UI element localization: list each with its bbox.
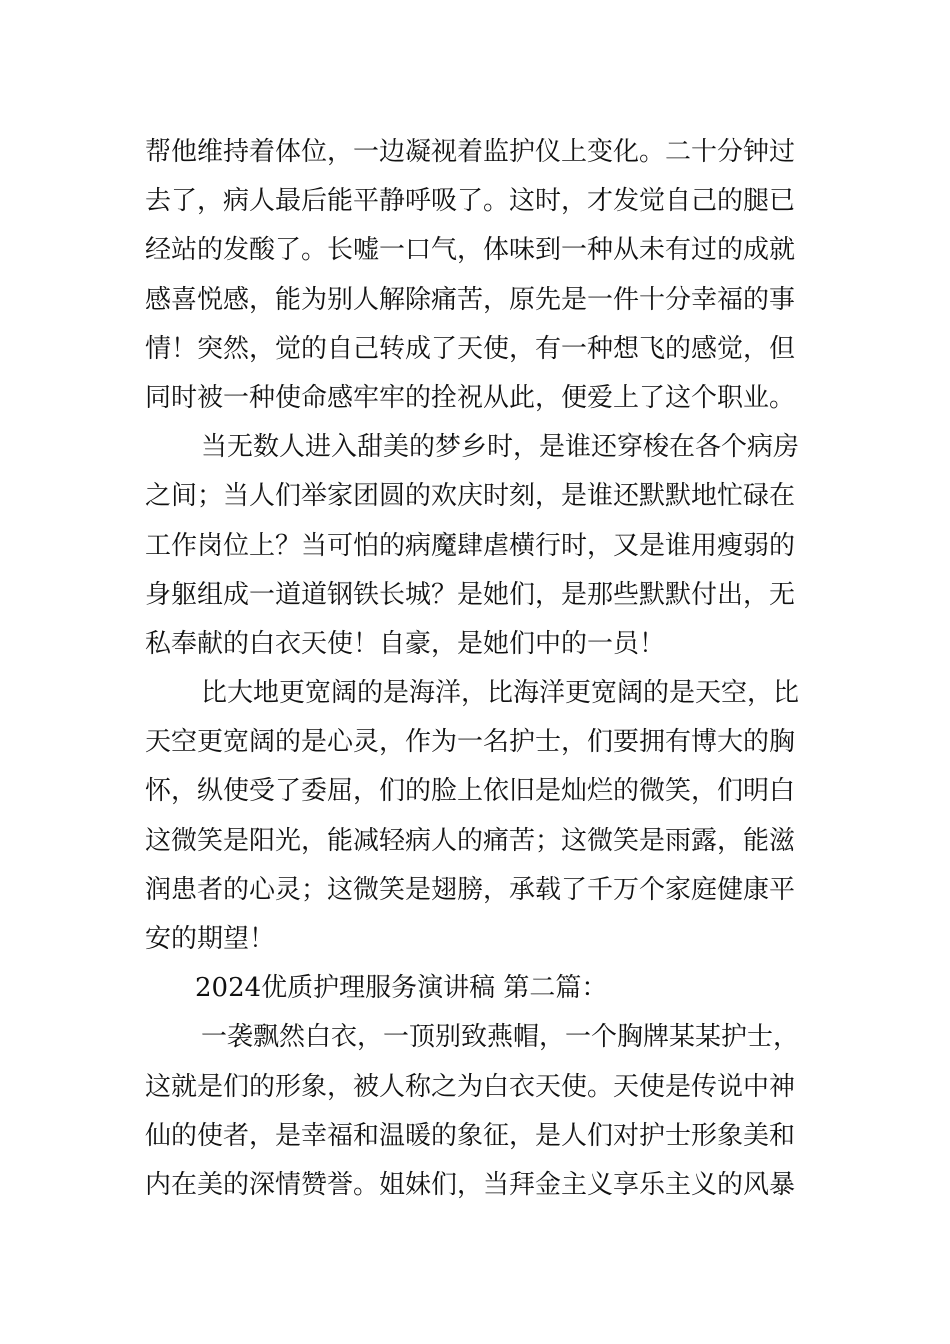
- text-line: 工作岗位上？当可怕的病魔肆虐横行时，又是谁用瘦弱的: [145, 530, 796, 561]
- text-line: 比大地更宽阔的是海洋，比海洋更宽阔的是天空，比: [201, 678, 800, 709]
- text-line: 安的期望！: [145, 924, 276, 954]
- text-line: 身躯组成一道道钢铁长城？是她们，是那些默默付出，无: [145, 579, 796, 610]
- text-line: 感喜悦感，能为别人解除痛苦，原先是一件十分幸福的事: [145, 284, 796, 315]
- text-line: 内在美的深情赞誉。姐妹们，当拜金主义享乐主义的风暴: [145, 1169, 796, 1200]
- text-line: 当无数人进入甜美的梦乡时，是谁还穿梭在各个病房: [201, 432, 800, 463]
- text-line: 私奉献的白衣天使！自豪，是她们中的一员！: [145, 628, 666, 659]
- text-line: 去了，病人最后能平静呼吸了。这时，才发觉自己的腿已: [145, 186, 796, 217]
- paragraph-4: [145, 1013, 810, 1210]
- document-body: [145, 128, 810, 1210]
- section-heading: 2024优质护理服务演讲稿 第二篇：: [195, 973, 608, 1004]
- text-line: 之间；当人们举家团圆的欢庆时刻，是谁还默默地忙碌在: [145, 481, 796, 512]
- text-line: 同时被一种使命感牢牢的拴祝从此，便爱上了这个职业。: [145, 382, 796, 413]
- paragraph-3: [145, 669, 810, 964]
- paragraph-2: [145, 423, 810, 669]
- text-line: 帮他维持着体位，一边凝视着监护仪上变化。二十分钟过: [145, 137, 796, 167]
- text-line: 一袭飘然白衣，一顶别致燕帽，一个胸牌某某护士，: [201, 1022, 800, 1053]
- text-line: 这微笑是阳光，能减轻病人的痛苦；这微笑是雨露，能滋: [145, 825, 796, 856]
- text-line: 经站的发酸了。长嘘一口气，体味到一种从未有过的成就: [145, 235, 796, 266]
- text-line: 怀，纵使受了委屈，们的脸上依旧是灿烂的微笑，们明白: [145, 776, 796, 807]
- text-line: 仙的使者，是幸福和温暖的象征，是人们对护士形象美和: [145, 1120, 796, 1151]
- text-line: 润患者的心灵；这微笑是翅膀，承载了千万个家庭健康平: [145, 874, 796, 905]
- text-line: 这就是们的形象，被人称之为白衣天使。天使是传说中神: [145, 1071, 796, 1102]
- text-line: 情！突然，觉的自己转成了天使，有一种想飞的感觉，但: [145, 333, 796, 364]
- paragraph-1: [145, 128, 810, 423]
- text-line: 天空更宽阔的是心灵，作为一名护士，们要拥有博大的胸: [145, 727, 796, 758]
